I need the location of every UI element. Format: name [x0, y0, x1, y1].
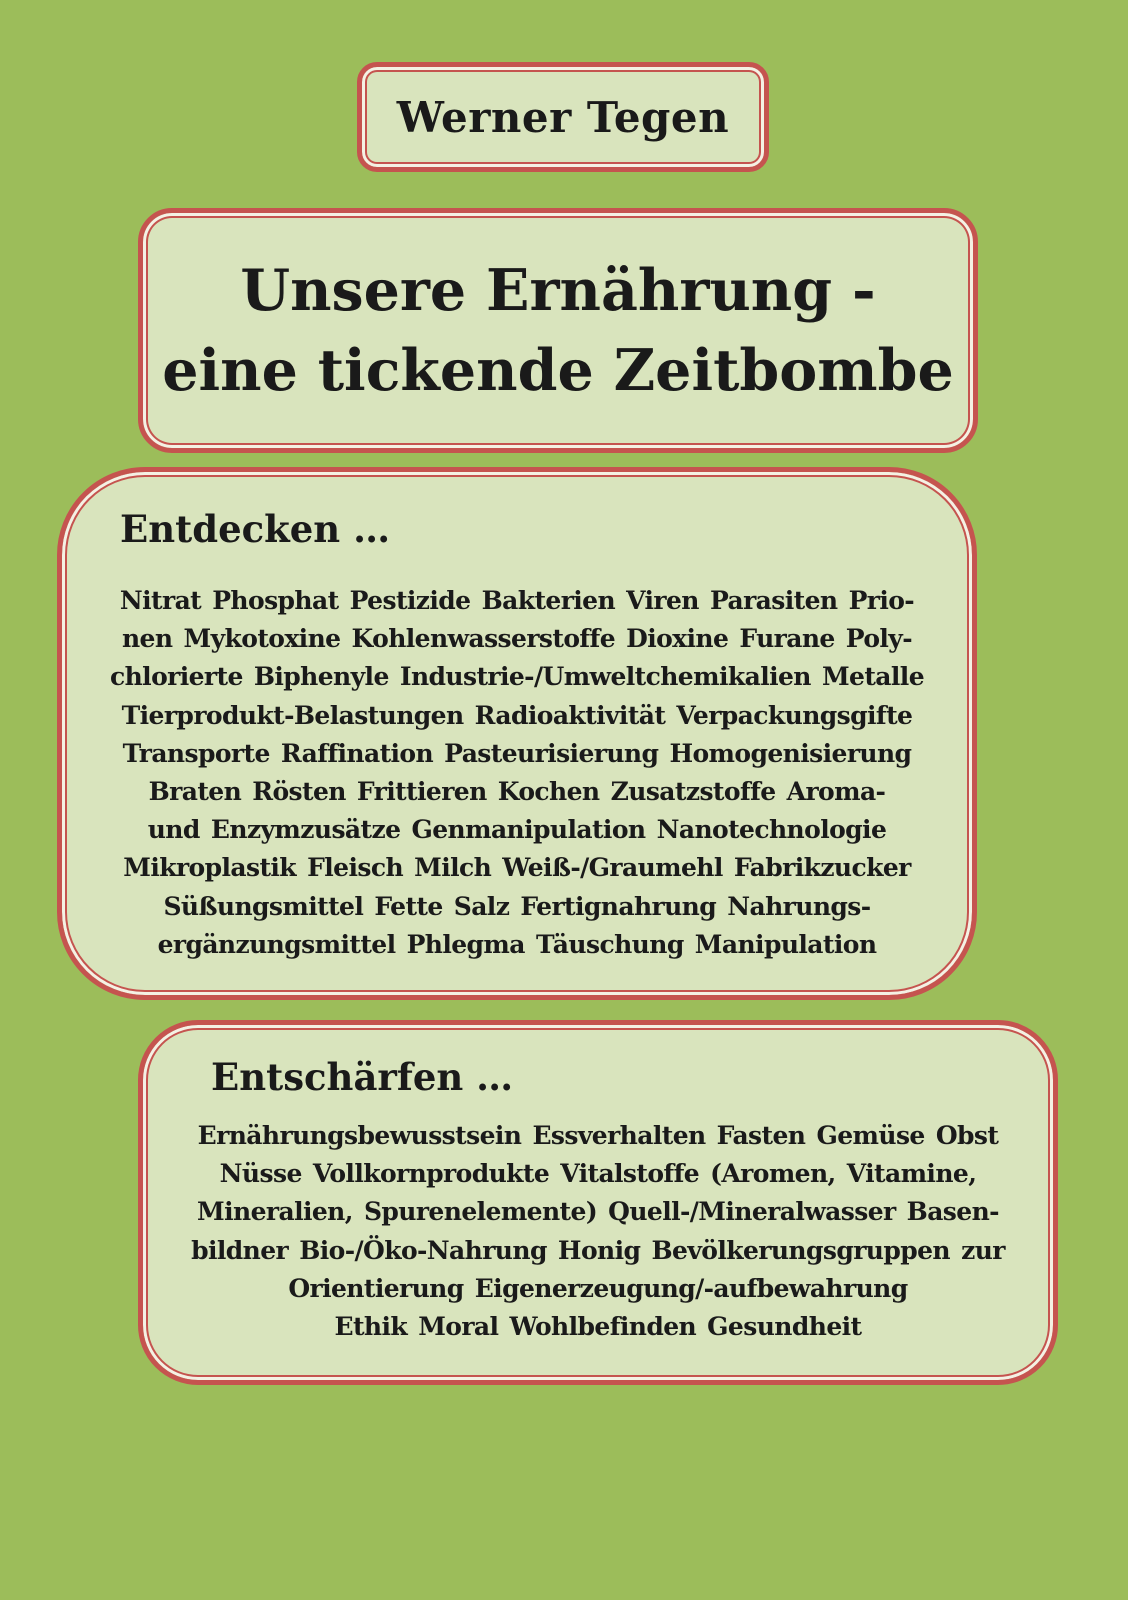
discover-line: Transporte Raffination Pasteurisierung Homogenisierung: [122, 738, 912, 768]
author-box: [357, 62, 769, 172]
author-name: Werner Tegen: [396, 92, 730, 142]
discover-line: nen Mykotoxine Kohlenwasserstoffe Dioxine Furane Poly-: [121, 624, 913, 654]
discover-line: Nitrat Phosphat Pestizide Bakterien Viren Parasiten Prio-: [119, 586, 915, 615]
defuse-box: [138, 1020, 1058, 1385]
defuse-line: bildner Bio-/Öko-Nahrung Honig Bevölkerungsgruppen zur: [191, 1235, 1005, 1265]
title-line-1: Unsere Ernährung -: [240, 256, 876, 324]
defuse-line: Mineralien, Spurenelemente) Quell-/Mineralwasser Basen-: [197, 1197, 999, 1227]
discover-line: Süßungsmittel Fette Salz Fertignahrung Nahrungs-: [163, 891, 871, 921]
defuse-line: Orientierung Eigenerzeugung/-aufbewahrung: [288, 1273, 908, 1303]
discover-line: Braten Rösten Frittieren Kochen Zusatzstoffe Aroma-: [148, 777, 886, 807]
defuse-line: Nüsse Vollkornprodukte Vitalstoffe (Aromen, Vitamine,: [219, 1159, 977, 1189]
discover-line: Tierprodukt-Belastungen Radioaktivität Verpackungsgifte: [121, 700, 913, 730]
discover-line: ergänzungsmittel Phlegma Täuschung Manipulation: [157, 929, 877, 959]
defuse-line: Ernährungsbewusstsein Essverhalten Fasten Gemüse Obst: [197, 1121, 999, 1150]
discover-line: Mikroplastik Fleisch Milch Weiß-/Graumehl Fabrikzucker: [123, 853, 911, 883]
discover-list: [102, 582, 932, 964]
title-box: [138, 208, 978, 453]
discover-heading: Entdecken …: [120, 507, 391, 551]
title-line-2: eine tickende Zeitbombe: [162, 336, 954, 404]
discover-box: [57, 467, 977, 1000]
defuse-line: Ethik Moral Wohlbefinden Gesundheit: [334, 1312, 862, 1342]
discover-line: und Enzymzusätze Genmanipulation Nanotechnologie: [147, 815, 887, 845]
defuse-heading: Entschärfen …: [211, 1055, 514, 1099]
defuse-list: [183, 1117, 1013, 1346]
discover-line: chlorierte Biphenyle Industrie-/Umweltchemikalien Metalle: [109, 662, 924, 692]
